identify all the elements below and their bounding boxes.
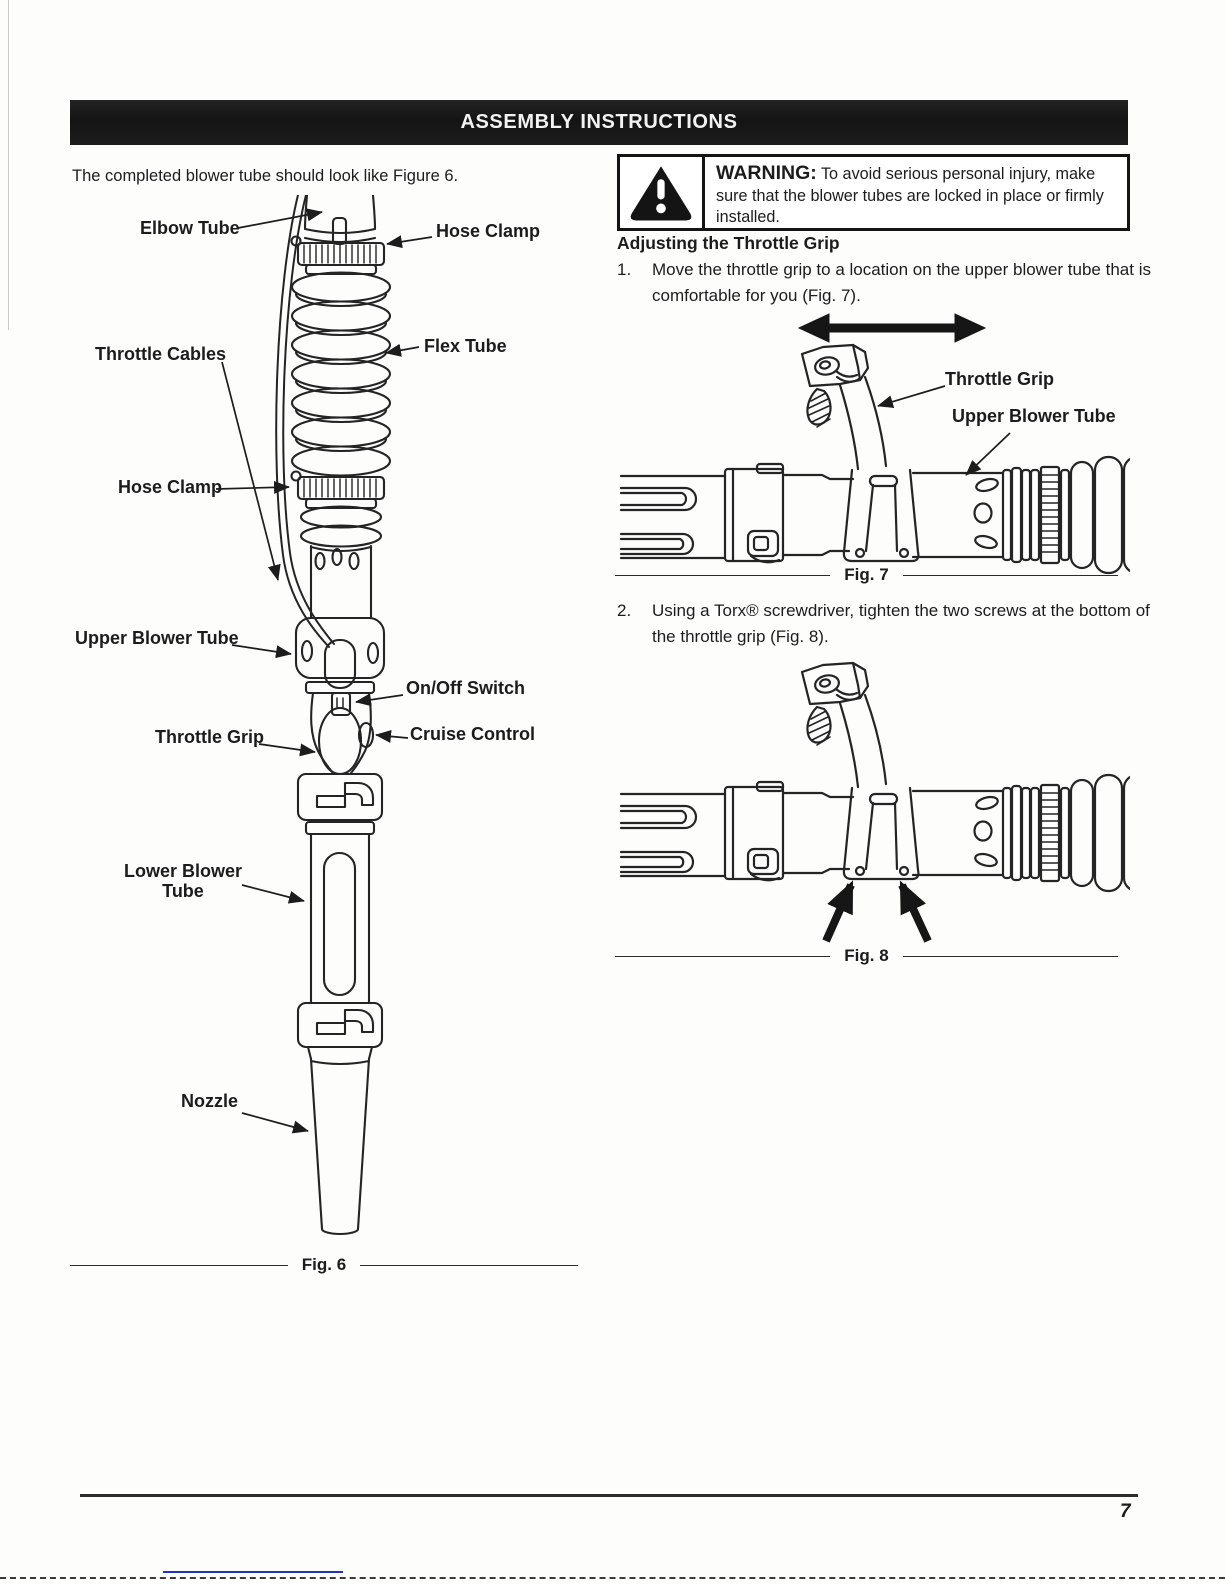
label-nozzle: Nozzle — [181, 1091, 239, 1111]
label-upper-blower-tube-fig7: Upper Blower Tube — [952, 406, 1116, 426]
hose-clamp-bottom-drawing — [292, 472, 385, 509]
leader-arrow-cruise-control — [376, 735, 408, 738]
label-hose-clamp-bottom: Hose Clamp — [118, 477, 223, 497]
leader-arrow-lower-blower-tube — [242, 885, 304, 901]
warning-icon-cell — [620, 157, 705, 228]
step-1 — [617, 257, 1152, 310]
screw-arrow-right-icon — [902, 885, 928, 941]
screw-pointer-arrows — [826, 885, 928, 941]
step-2-number: 2. — [617, 601, 632, 620]
upper-blower-tube-drawing — [296, 618, 384, 693]
tube-coupler2-drawing — [298, 1003, 382, 1047]
fig8-caption: Fig. 8 — [844, 946, 889, 965]
caption-rule-right — [360, 1265, 578, 1266]
slide-double-arrow-icon — [799, 314, 985, 342]
warning-text — [705, 157, 1127, 228]
fig7-diagram — [615, 305, 1130, 575]
fig7-caption-row — [615, 565, 1118, 585]
caption-rule-left — [70, 1265, 288, 1266]
label-on-off-switch: On/Off Switch — [406, 678, 525, 698]
footer-rule — [80, 1494, 1138, 1497]
section-header-bar — [70, 100, 1128, 145]
leader-arrow-elbow-tube — [238, 212, 322, 228]
caption-rule-right — [903, 575, 1118, 576]
label-throttle-grip: Throttle Grip — [155, 727, 264, 747]
step-1-number: 1. — [617, 260, 632, 279]
label-upper-blower-tube: Upper Blower Tube — [75, 628, 239, 648]
label-throttle-cables: Throttle Cables — [95, 344, 227, 364]
fig6-caption: Fig. 6 — [301, 1255, 347, 1274]
warning-icon — [627, 163, 695, 223]
nozzle-drawing — [308, 1047, 372, 1234]
elbow-tube-drawing — [305, 195, 375, 244]
on-off-switch-drawing — [332, 693, 350, 715]
leader-arrow-nozzle — [242, 1113, 308, 1131]
flex-tube-drawing — [292, 273, 390, 476]
label-cruise-control: Cruise Control — [410, 724, 536, 744]
fig6-caption-row — [70, 1255, 578, 1275]
leader-arrow-throttle-grip — [259, 744, 315, 752]
intro-text: The completed blower tube should look like Figure 6. — [72, 166, 459, 185]
label-lower-blower-tube: Lower Blower Tube — [123, 861, 243, 901]
leader-arrow-upper-blower-tube — [232, 645, 291, 654]
scan-bottom-dashed-artifact — [0, 1577, 1225, 1579]
section-heading: Adjusting the Throttle Grip — [617, 233, 840, 253]
leader-arrow-hose-clamp-top — [387, 237, 432, 244]
screw-arrow-left-icon — [826, 885, 851, 941]
leader-arrow-throttle-cables — [222, 362, 278, 580]
lower-blower-tube-drawing — [311, 834, 369, 1003]
throttle-grip-drawing — [311, 693, 373, 774]
warning-body: To avoid serious personal injury, make sure that the blower tubes are locked in place or firmly installed. — [716, 165, 1104, 227]
scan-blue-line-artifact — [163, 1571, 343, 1573]
caption-rule-right — [903, 956, 1118, 957]
leader-arrow-on-off-switch — [356, 695, 403, 702]
warning-box — [617, 154, 1130, 231]
label-hose-clamp-top: Hose Clamp — [436, 221, 541, 241]
fig7-caption: Fig. 7 — [844, 565, 889, 584]
label-throttle-grip-fig7: Throttle Grip — [945, 369, 1054, 389]
fig8-caption-row — [615, 946, 1118, 966]
label-flex-tube: Flex Tube — [424, 336, 507, 356]
step-2-text: Using a Torx® screwdriver, tighten the two screws at the bottom of the throttle grip (Fig. 8). — [652, 601, 1150, 647]
step-1-text: Move the throttle grip to a location on the upper blower tube that is comfortable for you (Fig. 7). — [652, 260, 1151, 306]
vent-collar-drawing — [311, 546, 371, 618]
step-2 — [617, 598, 1152, 651]
tube-coupler-drawing — [298, 774, 382, 834]
scan-edge-artifact — [8, 0, 9, 330]
leader-arrow-flex-tube — [386, 347, 419, 353]
label-elbow-tube: Elbow Tube — [140, 218, 240, 238]
fig8-diagram — [615, 648, 1130, 943]
hose-clamp-top-drawing — [292, 237, 385, 275]
caption-rule-left — [615, 575, 830, 576]
leader-arrow-upper-blower-tube-fig7 — [966, 433, 1010, 475]
page-title: ASSEMBLY INSTRUCTIONS — [460, 111, 738, 133]
caption-rule-left — [615, 956, 830, 957]
warning-title: WARNING: — [716, 162, 817, 184]
leader-arrow-throttle-grip-fig7 — [878, 386, 945, 406]
page-number: 7 — [1120, 1501, 1131, 1522]
